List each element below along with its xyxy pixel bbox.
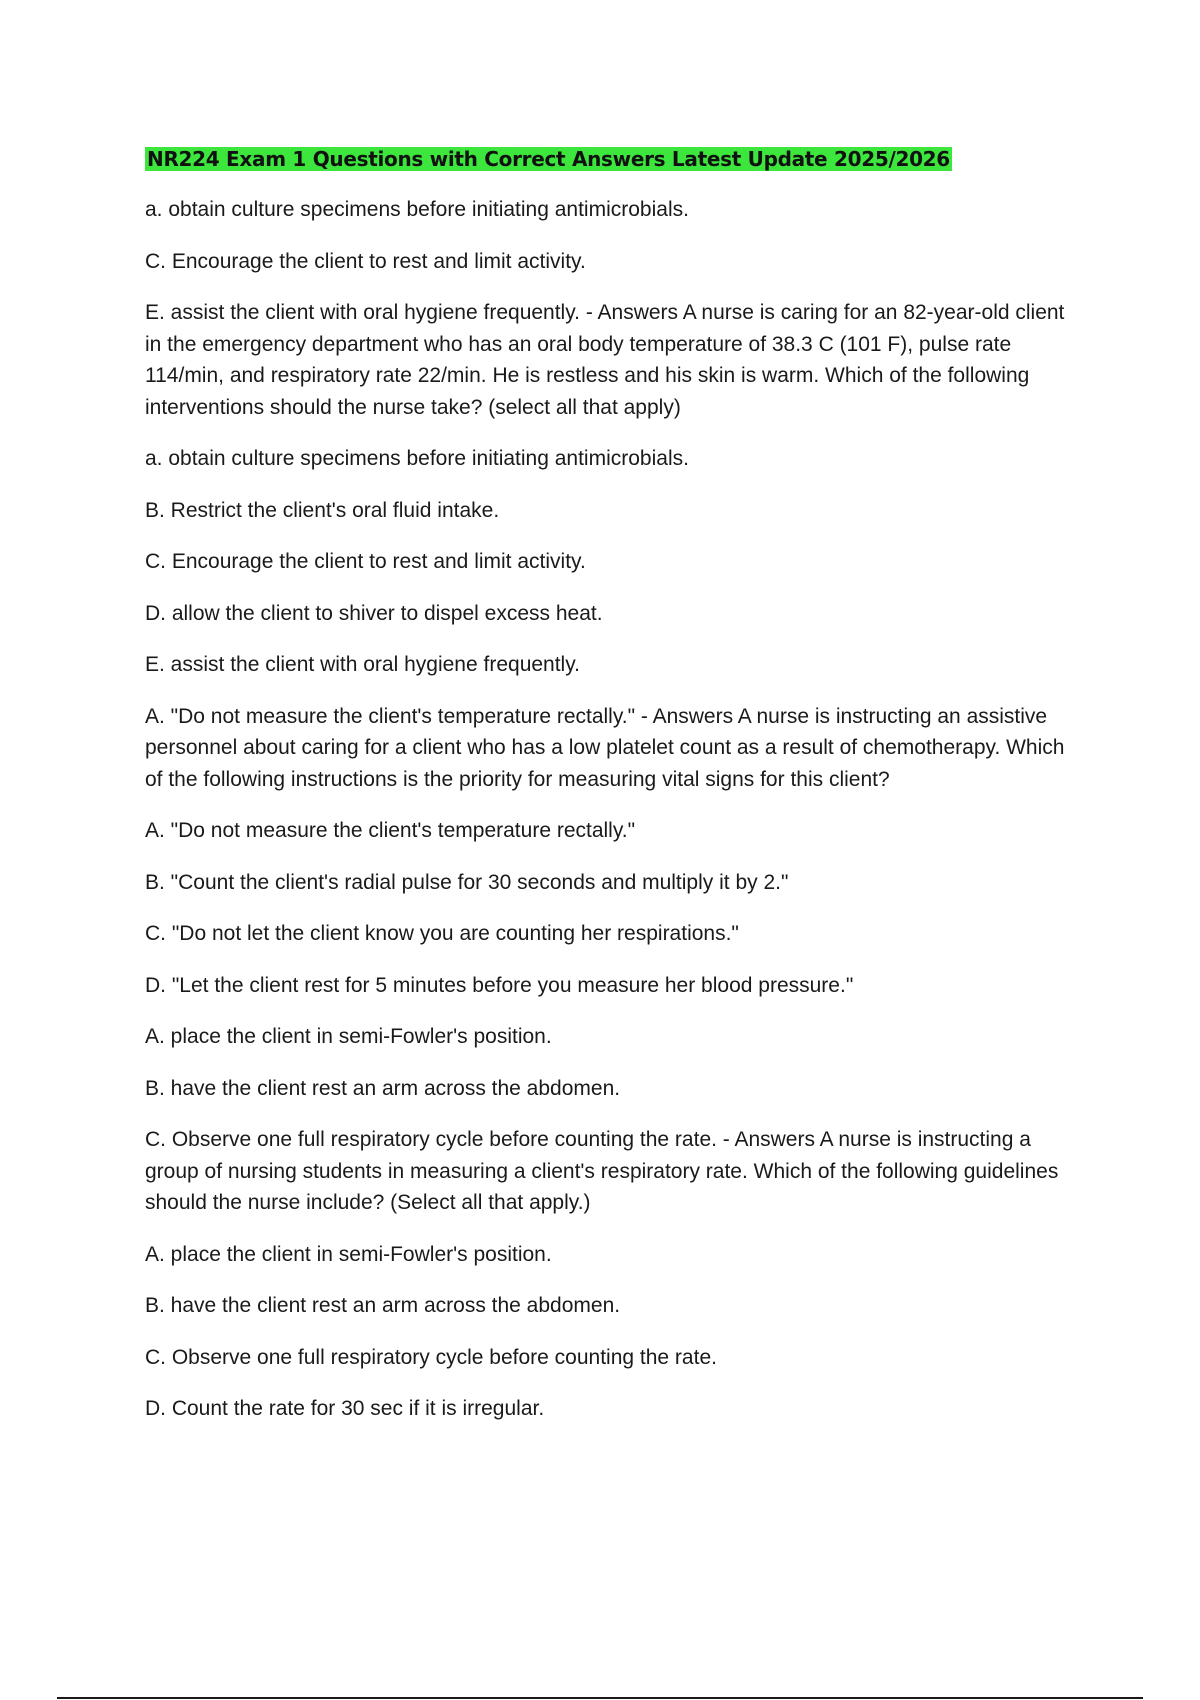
paragraph: B. have the client rest an arm across the abdomen. xyxy=(145,1294,621,1317)
paragraph: C. "Do not let the client know you are counting her respirations." xyxy=(145,922,739,945)
paragraph: D. allow the client to shiver to dispel excess heat. xyxy=(145,601,603,625)
paragraph: C. Observe one full respiratory cycle before counting the rate. xyxy=(145,1345,717,1369)
paragraph: B. have the client rest an arm across the abdomen. xyxy=(145,1076,621,1100)
paragraph: E. assist the client with oral hygiene frequently. xyxy=(145,653,581,676)
paragraph: A. "Do not measure the client's temperature rectally." xyxy=(145,819,636,842)
paragraph: a. obtain culture specimens before initiating antimicrobials. xyxy=(145,447,689,470)
paragraph: A. "Do not measure the client's temperature rectally." - Answers A nurse is instructing an assistive personnel about caring for a client who has a low platelet count as a result of chemotherapy. Which of the following instructions is the priority for measuring vital signs for this client? xyxy=(145,704,1065,791)
paragraph: C. Encourage the client to rest and limit activity. xyxy=(145,249,586,273)
paragraph: C. Observe one full respiratory cycle before counting the rate. - Answers A nurse is instructing a group of nursing students in measuring a client's respiratory rate. Which of the following guidelines should the nurse include? (Select all that apply.) xyxy=(145,1128,1059,1214)
document-title: NR224 Exam 1 Questions with Correct Answers Latest Update 2025/2026 xyxy=(147,147,950,171)
paragraph: B. Restrict the client's oral fluid intake. xyxy=(145,498,500,522)
paragraph: A. place the client in semi-Fowler's position. xyxy=(145,1025,552,1048)
title-block xyxy=(145,145,952,173)
footer-divider xyxy=(57,1697,1143,1699)
paragraph: a. obtain culture specimens before initiating antimicrobials. xyxy=(145,198,689,221)
paragraph: E. assist the client with oral hygiene frequently. - Answers A nurse is caring for an 82-year-old client in the emergency department who has an oral body temperature of 38.3 C (101 F), pulse rate 114/min, and respiratory rate 22/min. He is restless and his skin is warm. Which of the following interventions should the nurse take? (select all that apply) xyxy=(145,301,1065,419)
paragraph: D. Count the rate for 30 sec if it is irregular. xyxy=(145,1397,545,1420)
paragraph: A. place the client in semi-Fowler's position. xyxy=(145,1242,552,1266)
paragraph: D. "Let the client rest for 5 minutes before you measure her blood pressure." xyxy=(145,973,854,997)
paragraph: C. Encourage the client to rest and limit activity. xyxy=(145,550,586,573)
paragraph: B. "Count the client's radial pulse for 30 seconds and multiply it by 2." xyxy=(145,870,789,894)
document-body xyxy=(145,194,1080,1445)
